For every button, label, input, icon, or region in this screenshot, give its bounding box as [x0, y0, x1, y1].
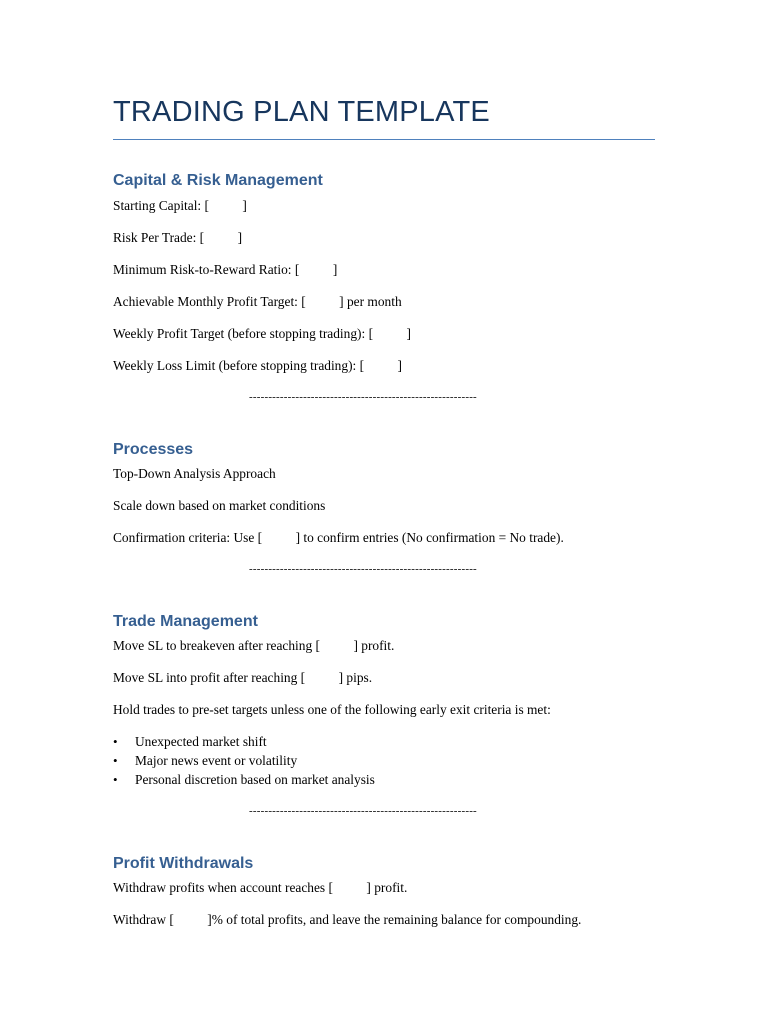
weekly-loss-limit-line: Weekly Loss Limit (before stopping trading): [ ] — [113, 358, 402, 373]
sl-into-profit-line: Move SL into profit after reaching [ ] pips. — [113, 670, 373, 685]
list-item — [113, 772, 375, 791]
top-down-analysis-line: Top-Down Analysis Approach — [113, 466, 276, 481]
section-heading-trade-management: Trade Management — [113, 613, 258, 630]
section-heading-profit-withdrawals: Profit Withdrawals — [113, 855, 254, 872]
scale-down-line: Scale down based on market conditions — [113, 498, 326, 513]
list-item-text: Personal discretion based on market analysis — [135, 772, 375, 787]
hold-trades-line: Hold trades to pre-set targets unless one of the following early exit criteria is met: — [113, 702, 551, 717]
confirmation-criteria-line: Confirmation criteria: Use [ ] to confirm entries (No confirmation = No trade). — [113, 530, 564, 545]
breakeven-line: Move SL to breakeven after reaching [ ] profit. — [113, 638, 395, 653]
starting-capital-line: Starting Capital: [ ] — [113, 198, 247, 213]
withdraw-threshold-line: Withdraw profits when account reaches [ ] profit. — [113, 880, 408, 895]
monthly-profit-target-line: Achievable Monthly Profit Target: [ ] per month — [113, 294, 402, 309]
section-separator: ----------------------------------------------------------- — [249, 563, 477, 575]
list-item — [113, 753, 375, 772]
bullet-icon: • — [113, 734, 118, 749]
bullet-icon: • — [113, 772, 118, 787]
weekly-profit-target-line: Weekly Profit Target (before stopping trading): [ ] — [113, 326, 411, 341]
section-heading-processes: Processes — [113, 441, 194, 458]
risk-per-trade-line: Risk Per Trade: [ ] — [113, 230, 243, 245]
section-separator: ----------------------------------------------------------- — [249, 805, 477, 817]
document-title: TRADING PLAN TEMPLATE — [113, 96, 490, 128]
withdraw-percentage-line: Withdraw [ ]% of total profits, and leave the remaining balance for compounding. — [113, 912, 582, 927]
list-item — [113, 734, 375, 753]
early-exit-criteria-list — [113, 734, 375, 791]
title-underline — [113, 139, 655, 140]
section-separator: ----------------------------------------------------------- — [249, 391, 477, 403]
list-item-text: Major news event or volatility — [135, 753, 298, 768]
list-item-text: Unexpected market shift — [135, 734, 267, 749]
bullet-icon: • — [113, 753, 118, 768]
min-risk-reward-line: Minimum Risk-to-Reward Ratio: [ ] — [113, 262, 338, 277]
section-heading-capital: Capital & Risk Management — [113, 172, 323, 189]
